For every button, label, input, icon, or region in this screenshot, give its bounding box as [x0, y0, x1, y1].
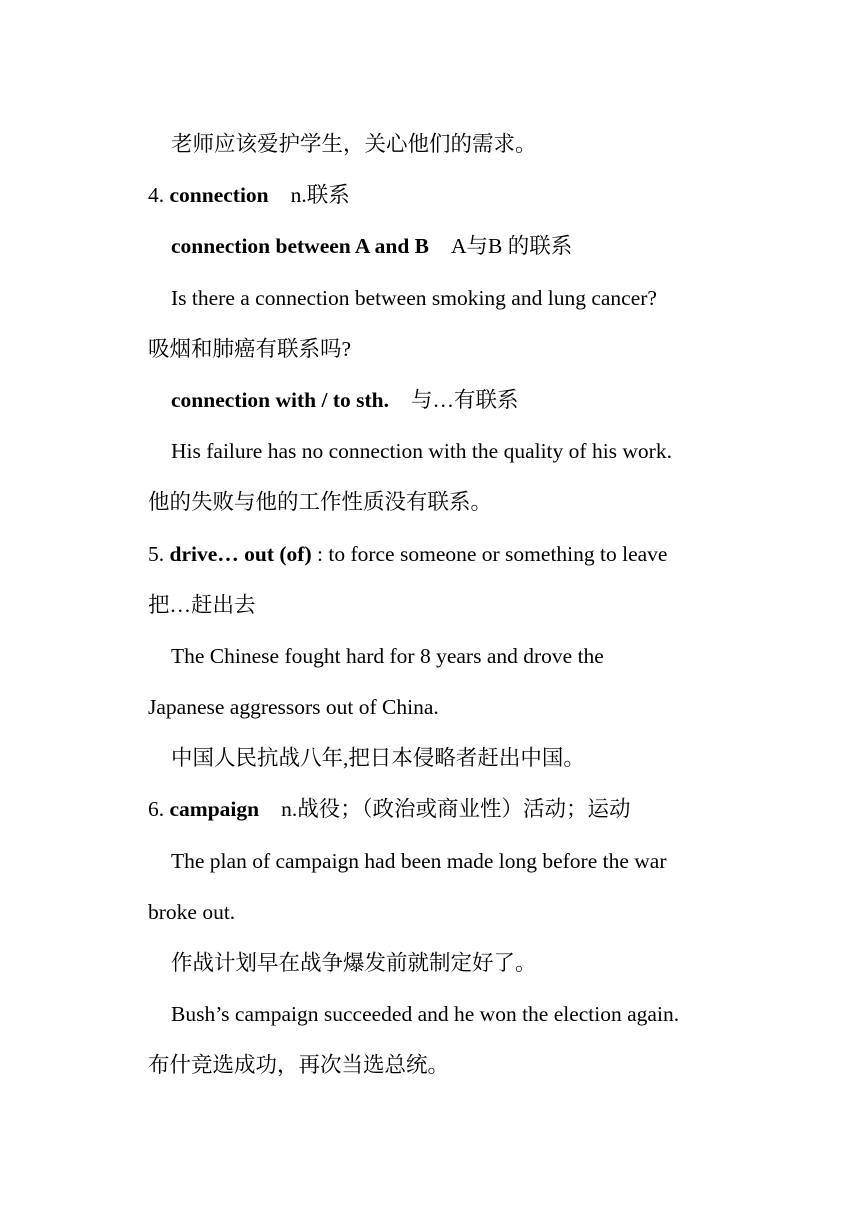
- example-sentence: [171, 642, 740, 670]
- entry-heading-campaign: [148, 795, 740, 823]
- text: 他的失败与他的工作性质没有联系。: [148, 490, 493, 514]
- text: 把…赶出去: [148, 593, 256, 617]
- example-sentence: [171, 437, 740, 465]
- example-sentence: [171, 847, 740, 875]
- text: Japanese aggressors out of China.: [148, 695, 439, 719]
- entry-number: 6.: [148, 797, 165, 821]
- example-translation: [171, 130, 740, 158]
- example-translation: [171, 744, 740, 772]
- entry-number: 4.: [148, 183, 165, 207]
- example-translation: [148, 335, 740, 363]
- entry-number: 5.: [148, 542, 165, 566]
- phrase-term: connection between A and B: [171, 234, 430, 258]
- phrase-definition: A与B 的联系: [451, 234, 573, 258]
- text: Bush’s campaign succeeded and he won the election again.: [171, 1002, 680, 1026]
- text: The plan of campaign had been made long before the war: [171, 849, 667, 873]
- example-sentence-continued: [148, 898, 740, 926]
- text: 作战计划早在战争爆发前就制定好了。: [171, 951, 537, 975]
- entry-term: campaign: [169, 797, 260, 821]
- example-sentence-continued: [148, 693, 740, 721]
- text: His failure has no connection with the quality of his work.: [171, 439, 672, 463]
- example-sentence: [171, 1000, 740, 1028]
- entry-heading-connection: [148, 181, 740, 209]
- entry-heading-drive-out: [148, 540, 740, 568]
- text: 布什竞选成功，再次当选总统。: [148, 1053, 450, 1077]
- phrase-term: connection with / to sth.: [171, 388, 389, 412]
- text: 吸烟和肺癌有联系吗?: [148, 337, 352, 361]
- entry-definition: n.战役；（政治或商业性）活动；运动: [281, 797, 631, 821]
- text: Is there a connection between smoking and lung cancer?: [171, 286, 657, 310]
- entry-term: connection: [169, 183, 269, 207]
- phrase-definition: 与…有联系: [411, 388, 519, 412]
- text: 中国人民抗战八年,把日本侵略者赶出中国。: [171, 746, 585, 770]
- example-sentence: [171, 284, 740, 312]
- example-translation: [148, 1051, 740, 1079]
- phrase-line: [171, 232, 740, 260]
- entry-definition: : to force someone or something to leave: [317, 542, 668, 566]
- text: 老师应该爱护学生，关心他们的需求。: [171, 132, 537, 156]
- example-translation: [148, 488, 740, 516]
- example-translation: [171, 949, 740, 977]
- entry-definition: n.联系: [290, 183, 350, 207]
- entry-term: drive… out (of): [169, 542, 312, 566]
- phrase-line: [171, 386, 740, 414]
- text: broke out.: [148, 900, 236, 924]
- text: The Chinese fought hard for 8 years and drove the: [171, 644, 604, 668]
- entry-definition-chinese: [148, 591, 740, 619]
